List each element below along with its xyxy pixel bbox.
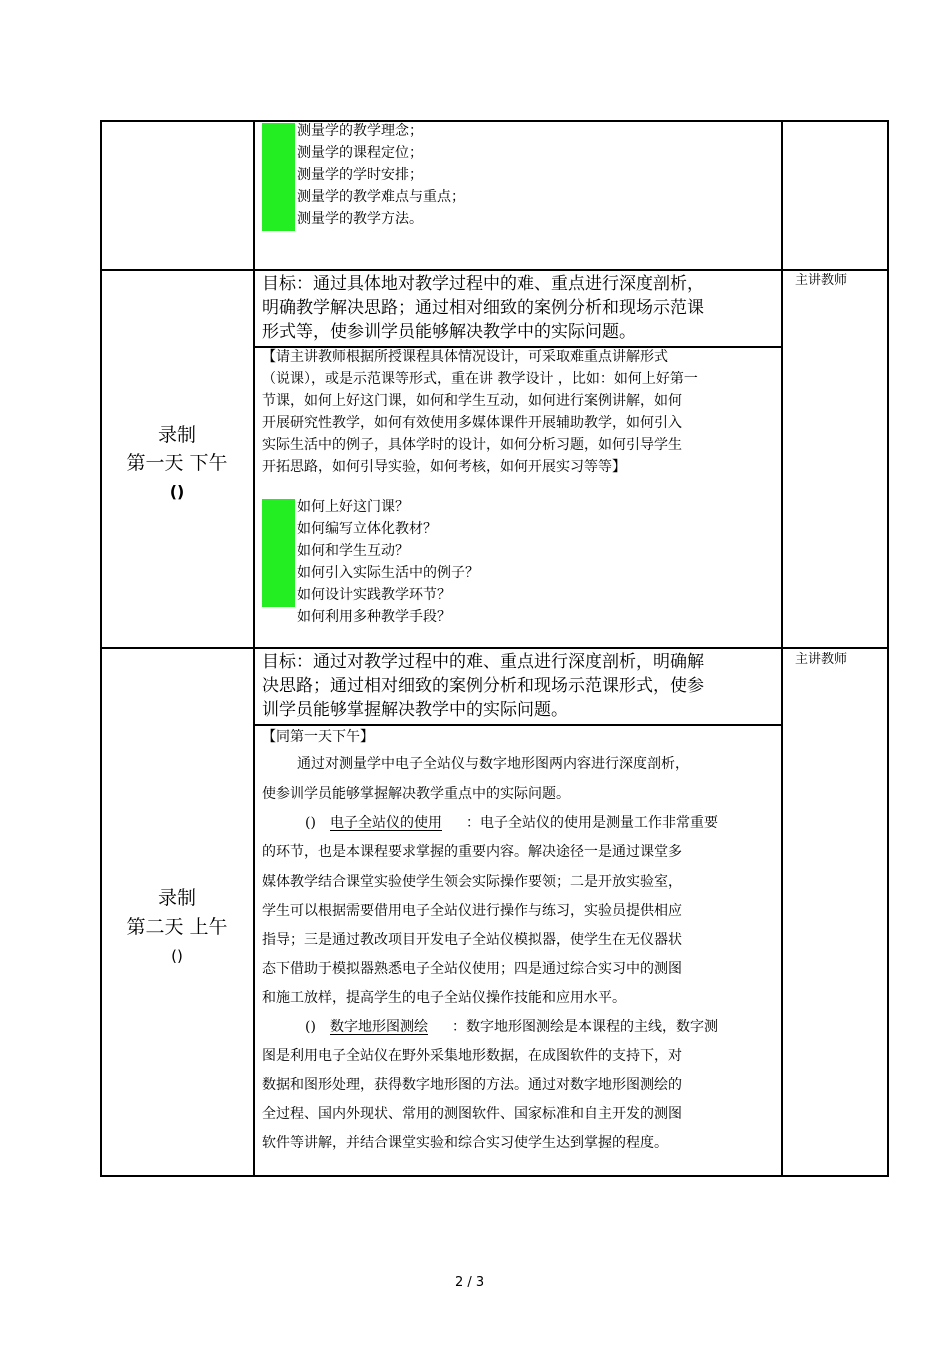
- p1-prefix: (): [305, 815, 316, 831]
- page-number: 2 / 3: [455, 1275, 485, 1290]
- p1-line: 的环节，也是本课程要求掌握的重要内容。解决途径一是通过课堂多: [262, 844, 682, 860]
- list-item: 如何引入实际生活中的例子？: [297, 565, 479, 581]
- row3-inner-divider: [253, 724, 783, 726]
- row2-speaker: 主讲教师: [795, 273, 848, 288]
- row3-para-line: 通过对测量学中电子全站仪与数字地形图两内容进行深度剖析，: [297, 756, 689, 772]
- p1-title: 电子全站仪的使用: [330, 815, 442, 831]
- row3-para-line: 【同第一天下午】: [262, 729, 374, 745]
- p2-prefix: (): [305, 1019, 316, 1035]
- row2-label-line1: 录制: [157, 424, 196, 446]
- row2-goal-line: 明确教学解决思路；通过相对细致的案例分析和现场示范课: [262, 298, 704, 318]
- row2-instruction-line: （说课），或是示范课等形式，重在讲 教学设计 ，比如：如何上好第一: [262, 371, 698, 387]
- row2-instruction-line: 实际生活中的例子，具体学时的设计，如何分析习题，如何引导学生: [262, 437, 682, 453]
- row2-instruction-line: 开展研究性教学，如何有效使用多媒体课件开展辅助教学，如何引入: [262, 415, 682, 431]
- p1-line: 媒体教学结合课堂实验使学生领会实际操作要领；二是开放实验室，: [262, 874, 682, 890]
- p2-first-line: ：数字地形图测绘是本课程的主线，数字测: [452, 1019, 718, 1035]
- p2-line: 全过程、国内外现状、常用的测图软件、国家标准和自主开发的测图: [262, 1106, 682, 1122]
- list-item: 如何设计实践教学环节？: [297, 587, 451, 603]
- list-item: 如何上好这门课？: [297, 499, 409, 515]
- list-item: 测量学的课程定位；: [297, 145, 423, 161]
- list-item: 如何利用多种教学手段？: [297, 609, 451, 625]
- row3-para-line: 使参训学员能够掌握解决教学重点中的实际问题。: [262, 786, 570, 802]
- row3-goal-line: 决思路；通过相对细致的案例分析和现场示范课形式，使参: [262, 676, 704, 696]
- p2-line: 数据和图形处理，获得数字地形图的方法。通过对数字地形图测绘的: [262, 1077, 682, 1093]
- row3-goal-line: 目标：通过对教学过程中的难、重点进行深度剖析，明确解: [262, 652, 704, 672]
- p1-line: 和施工放样，提高学生的电子全站仪操作技能和应用水平。: [262, 990, 626, 1006]
- list-item: 测量学的教学方法。: [297, 211, 423, 227]
- row2-instruction-line: 节课，如何上好这门课，如何和学生互动，如何进行案例讲解，如何: [262, 393, 682, 409]
- p2-title: 数字地形图测绘: [330, 1019, 428, 1035]
- row2-label-line3: (): [169, 482, 185, 501]
- row-divider-1: [100, 269, 889, 271]
- table-top-border: [100, 120, 889, 122]
- row2-goal-line: 目标：通过具体地对教学过程中的难、重点进行深度剖析，: [262, 274, 704, 294]
- row3-speaker: 主讲教师: [795, 652, 848, 667]
- highlight-block: [262, 123, 295, 231]
- p1-line: 指导；三是通过教改项目开发电子全站仪模拟器，使学生在无仪器状: [262, 932, 682, 948]
- row3-goal-line: 训学员能够掌握解决教学中的实际问题。: [262, 700, 568, 720]
- p2-line: 软件等讲解，并结合课堂实验和综合实习使学生达到掌握的程度。: [262, 1135, 668, 1151]
- table-bottom-border: [100, 1175, 889, 1177]
- row2-instruction-line: 开拓思路，如何引导实验，如何考核，如何开展实习等等】: [262, 459, 626, 475]
- list-item: 测量学的教学理念；: [297, 123, 423, 139]
- row2-instruction-line: 【请主讲教师根据所授课程具体情况设计，可采取难重点讲解形式: [262, 349, 668, 365]
- p2-line: 图是利用电子全站仪在野外采集地形数据，在成图软件的支持下，对: [262, 1048, 682, 1064]
- row3-label-line3: (): [171, 947, 183, 965]
- list-item: 测量学的学时安排；: [297, 167, 423, 183]
- p1-first-line: ：电子全站仪的使用是测量工作非常重要: [466, 815, 718, 831]
- row3-label-line2: 第二天 上午: [126, 916, 228, 938]
- row2-label-line2: 第一天 下午: [126, 452, 228, 474]
- p1-line: 态下借助于模拟器熟悉电子全站仪使用；四是通过综合实习中的测图: [262, 961, 682, 977]
- p1-line: 学生可以根据需要借用电子全站仪进行操作与练习，实验员提供相应: [262, 903, 682, 919]
- row-divider-2: [100, 647, 889, 649]
- list-item: 如何编写立体化教材？: [297, 521, 437, 537]
- list-item: 如何和学生互动？: [297, 543, 409, 559]
- highlight-block: [262, 499, 295, 607]
- row2-goal-line: 形式等，使参训学员能够解决教学中的实际问题。: [262, 322, 636, 342]
- row3-label-line1: 录制: [157, 887, 196, 909]
- list-item: 测量学的教学难点与重点；: [297, 189, 465, 205]
